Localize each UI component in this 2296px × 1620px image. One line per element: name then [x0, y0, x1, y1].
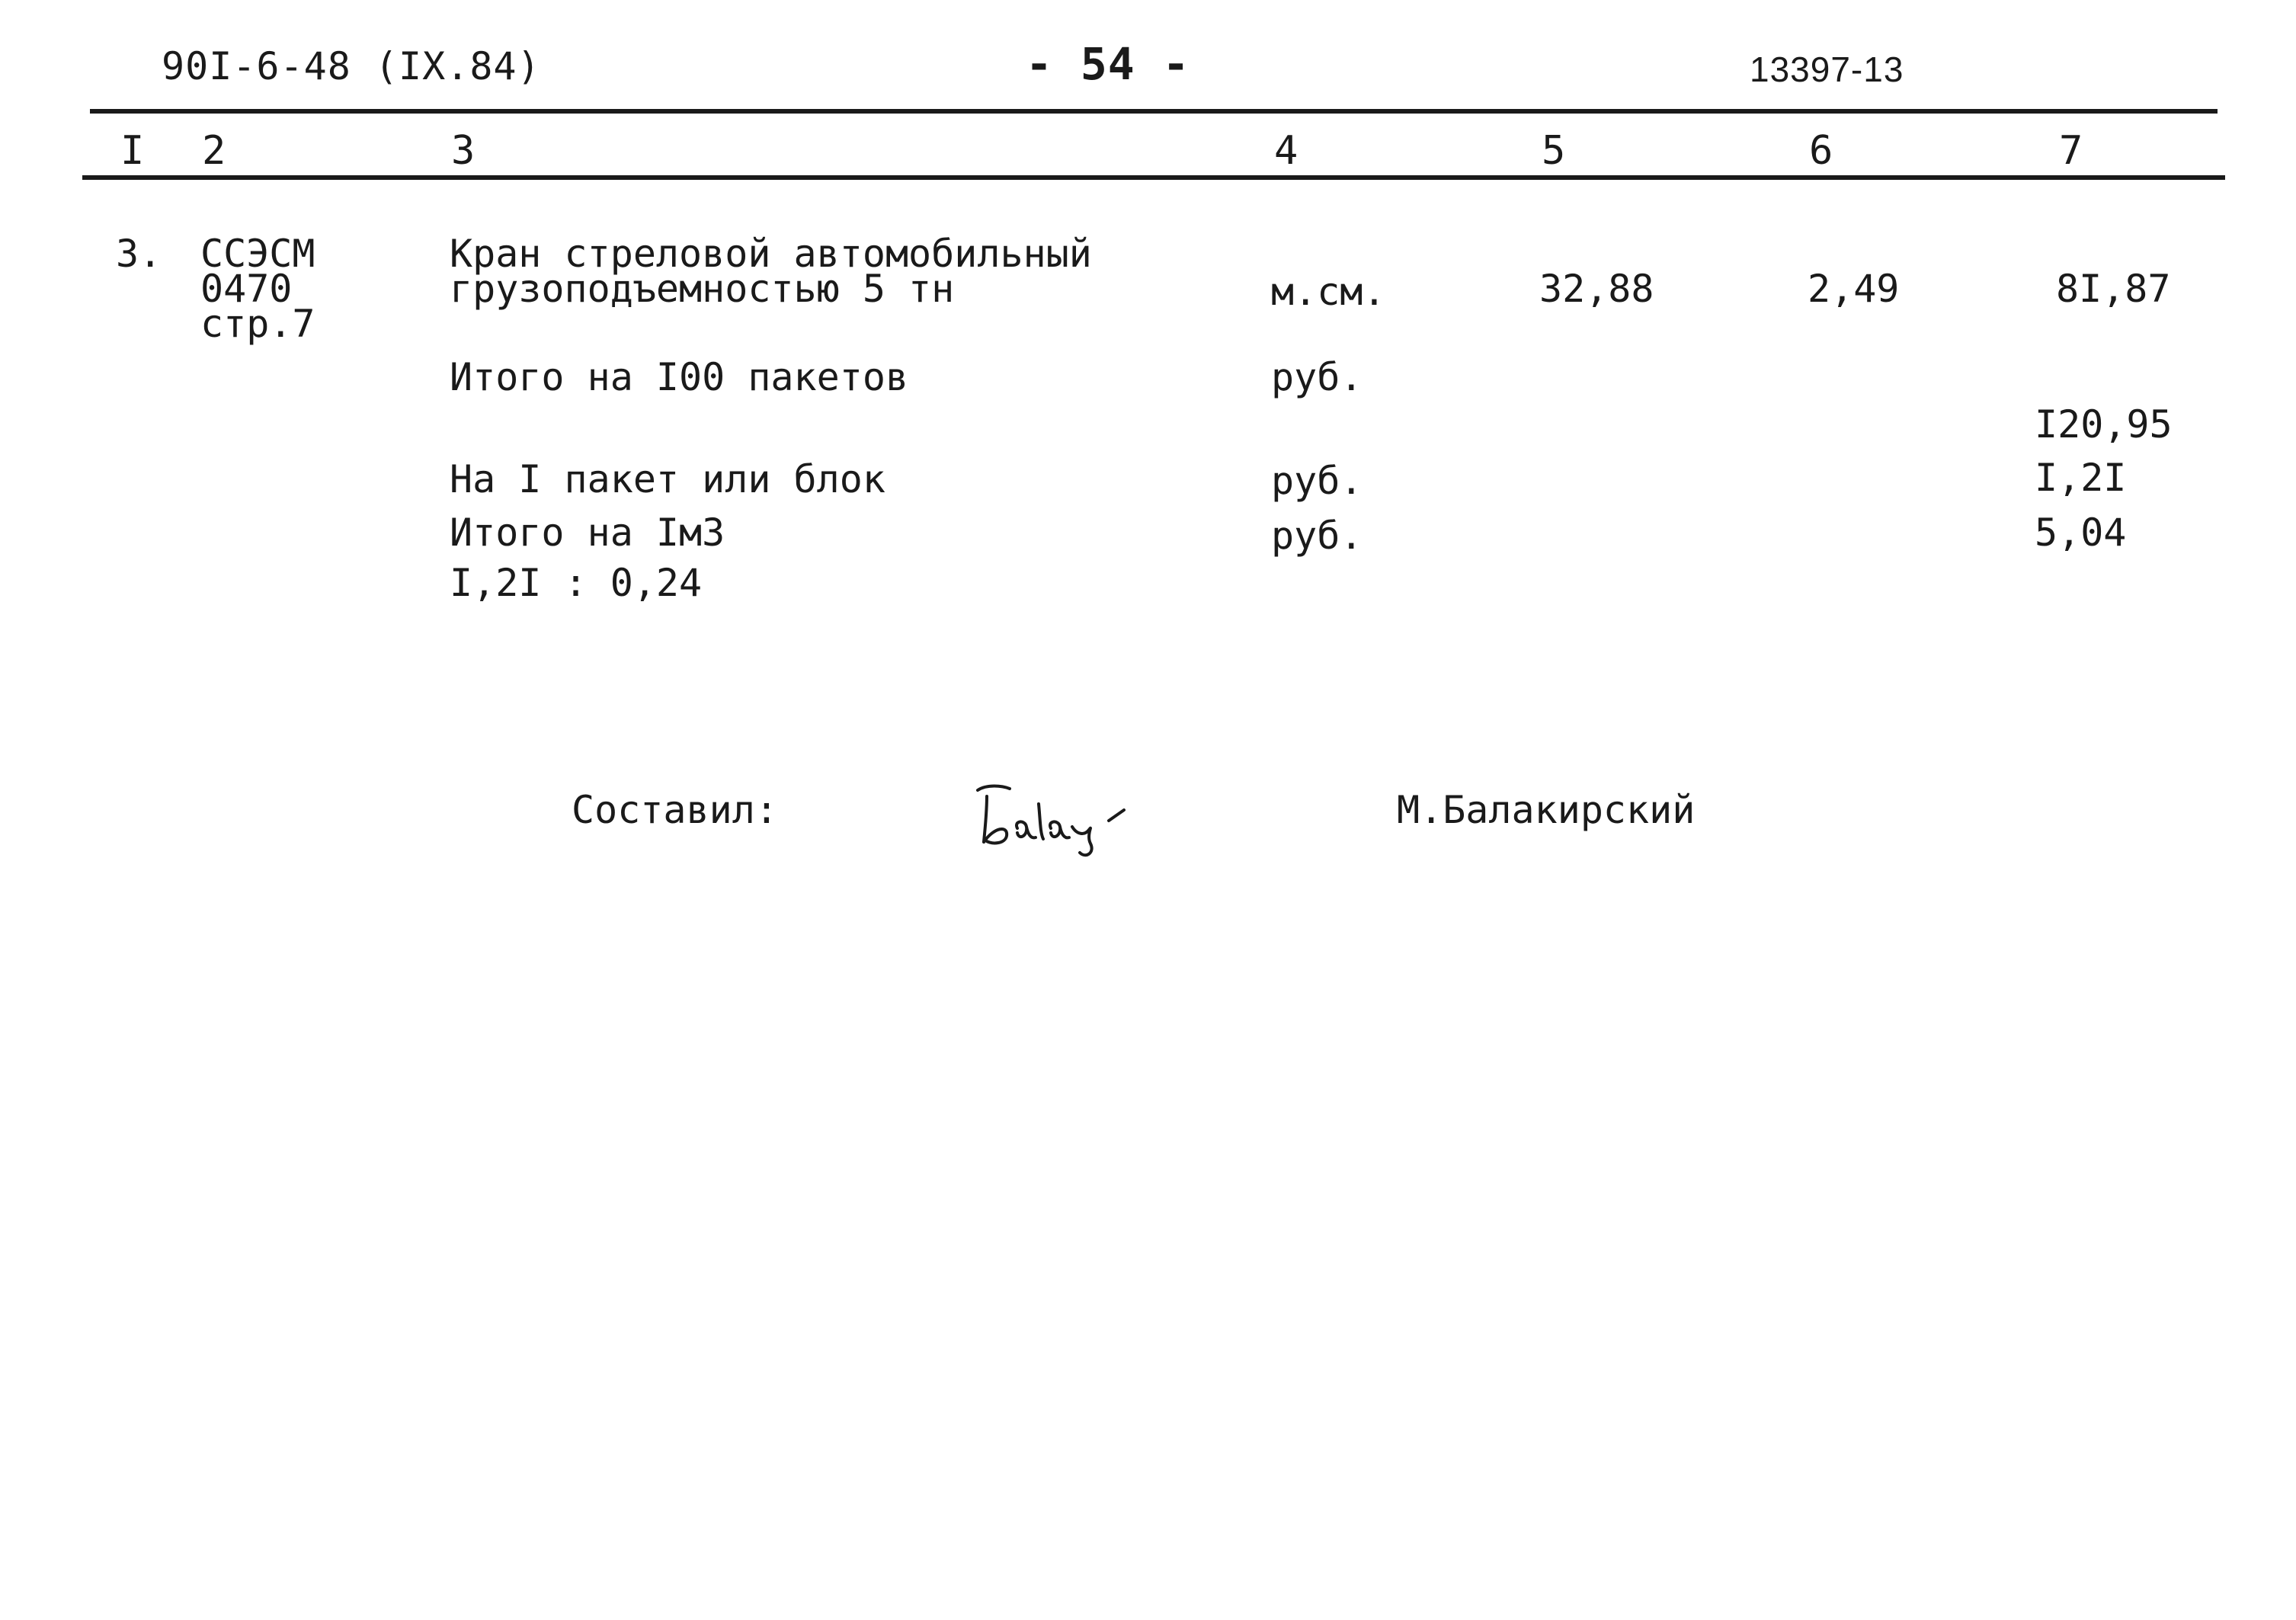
item-col5-value: 32,88	[1539, 267, 1654, 311]
total-per-packet-unit: руб.	[1271, 459, 1363, 503]
item-description-line1: Кран стреловой автомобильный	[450, 232, 1092, 276]
handwritten-signature	[972, 773, 1170, 857]
item-description-line2: грузоподъемностью 5 тн	[450, 267, 955, 311]
total-per-m3-value: 5,04	[2035, 511, 2127, 555]
page-number: - 54 -	[1026, 38, 1190, 90]
column-number-4: 4	[1274, 128, 1299, 174]
compiled-by-label: Составил:	[572, 788, 778, 832]
source-code: ССЭСМ	[200, 232, 315, 276]
column-number-3: 3	[451, 128, 476, 174]
column-number-7: 7	[2059, 128, 2083, 174]
calculation-formula: I,2I : 0,24	[450, 561, 703, 605]
item-col7-value: 8I,87	[2056, 267, 2171, 311]
source-page: стр.7	[200, 302, 315, 346]
item-col6-value: 2,49	[1808, 267, 1900, 311]
reference-number: 13397-13	[1750, 50, 1904, 89]
column-number-1: I	[120, 128, 145, 174]
total-100-label: Итого на I00 пакетов	[450, 355, 909, 399]
column-header-divider	[82, 175, 2225, 180]
document-code: 90I-6-48 (IX.84)	[162, 44, 541, 88]
compiler-name: М.Балакирский	[1397, 788, 1696, 832]
column-number-6: 6	[1809, 128, 1833, 174]
total-per-m3-unit: руб.	[1271, 514, 1363, 558]
column-number-5: 5	[1542, 128, 1566, 174]
total-100-unit: руб.	[1271, 355, 1363, 399]
total-per-packet-value: I,2I	[2035, 456, 2127, 500]
total-per-packet-label: На I пакет или блок	[450, 457, 885, 501]
row-number: 3.	[116, 232, 162, 276]
total-per-m3-label: Итого на Iм3	[450, 511, 725, 555]
total-100-value: I20,95	[2035, 402, 2173, 447]
header-divider	[90, 109, 2218, 114]
item-unit: м.см.	[1271, 270, 1386, 314]
column-number-2: 2	[202, 128, 226, 174]
source-number: 0470	[200, 267, 293, 311]
